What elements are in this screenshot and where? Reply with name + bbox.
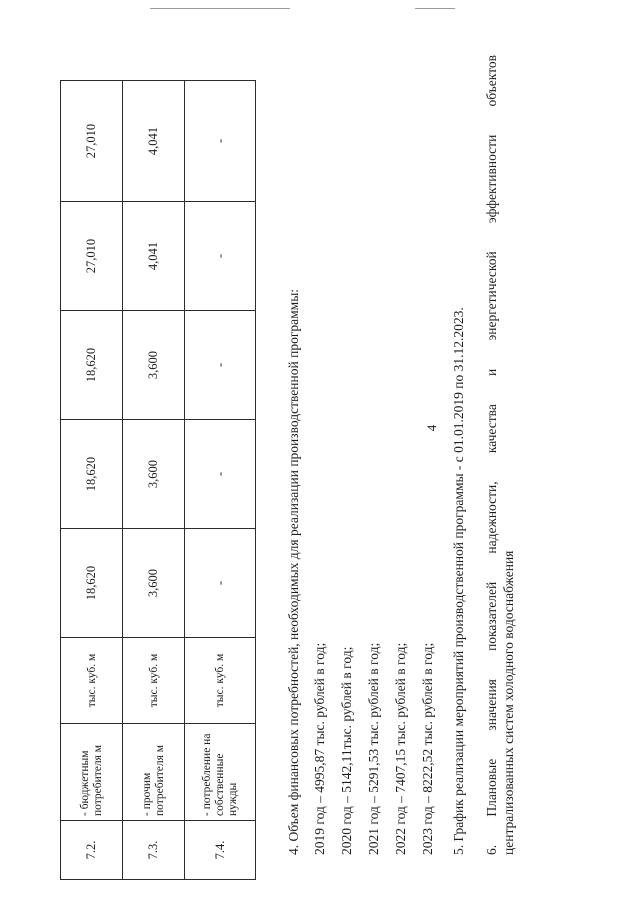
row-value: 4,041 <box>123 202 185 311</box>
row-name: - прочим потребителя м <box>123 724 185 821</box>
section-5-heading: 5. График реализации мероприятий производственной программы - с 01.01.2019 по 31.12.2023. <box>451 307 466 855</box>
row-number: 7.3. <box>123 821 185 880</box>
row-value: - <box>185 202 256 311</box>
scan-edge-line <box>150 8 290 9</box>
section-6-heading: 6. Плановые значения показателей надежности, качества и энергетической эффективности объектов <box>484 55 499 855</box>
row-name: - потребление на собственные нужды <box>185 724 256 821</box>
row-value: 4,041 <box>123 81 185 202</box>
row-unit: тыс. куб. м <box>123 638 185 724</box>
table-row <box>185 81 256 880</box>
indicator-table <box>60 80 256 880</box>
page-number: 4 <box>424 424 439 432</box>
row-value: 27,010 <box>61 202 123 311</box>
row-value: 18,620 <box>61 311 123 420</box>
row-value: 3,600 <box>123 420 185 529</box>
section-4-heading: 4. Объем финансовых потребностей, необходимых для реализации производственной программы: <box>286 288 301 855</box>
row-unit: тыс. куб. м <box>61 638 123 724</box>
financing-item: 2020 год – 5142,11тыс. рублей в год; <box>339 646 354 855</box>
table-row <box>61 81 123 880</box>
financing-item: 2021 год – 5291,53 тыс. рублей в год; <box>366 642 381 855</box>
row-value: 27,010 <box>61 81 123 202</box>
row-value: 18,620 <box>61 529 123 638</box>
scan-edge-line <box>415 8 455 9</box>
financing-item: 2019 год – 4995,87 тыс. рублей в год; <box>312 642 327 855</box>
row-value: 3,600 <box>123 311 185 420</box>
table-row <box>123 81 185 880</box>
row-value: - <box>185 420 256 529</box>
row-number: 7.2. <box>61 821 123 880</box>
rotated-page-content <box>50 40 520 880</box>
row-unit: тыс. куб. м <box>185 638 256 724</box>
financing-item: 2022 год – 7407,15 тыс. рублей в год; <box>393 642 408 855</box>
row-name: - бюджетным потребителя м <box>61 724 123 821</box>
row-value: 18,620 <box>61 420 123 529</box>
row-value: 3,600 <box>123 529 185 638</box>
row-value: - <box>185 529 256 638</box>
section-6-heading-continued: централизованных систем холодного водоснабжения <box>501 550 516 855</box>
row-value: - <box>185 311 256 420</box>
row-number: 7.4. <box>185 821 256 880</box>
row-value: - <box>185 81 256 202</box>
financing-item: 2023 год – 8222,52 тыс. рублей в год; <box>420 642 435 855</box>
